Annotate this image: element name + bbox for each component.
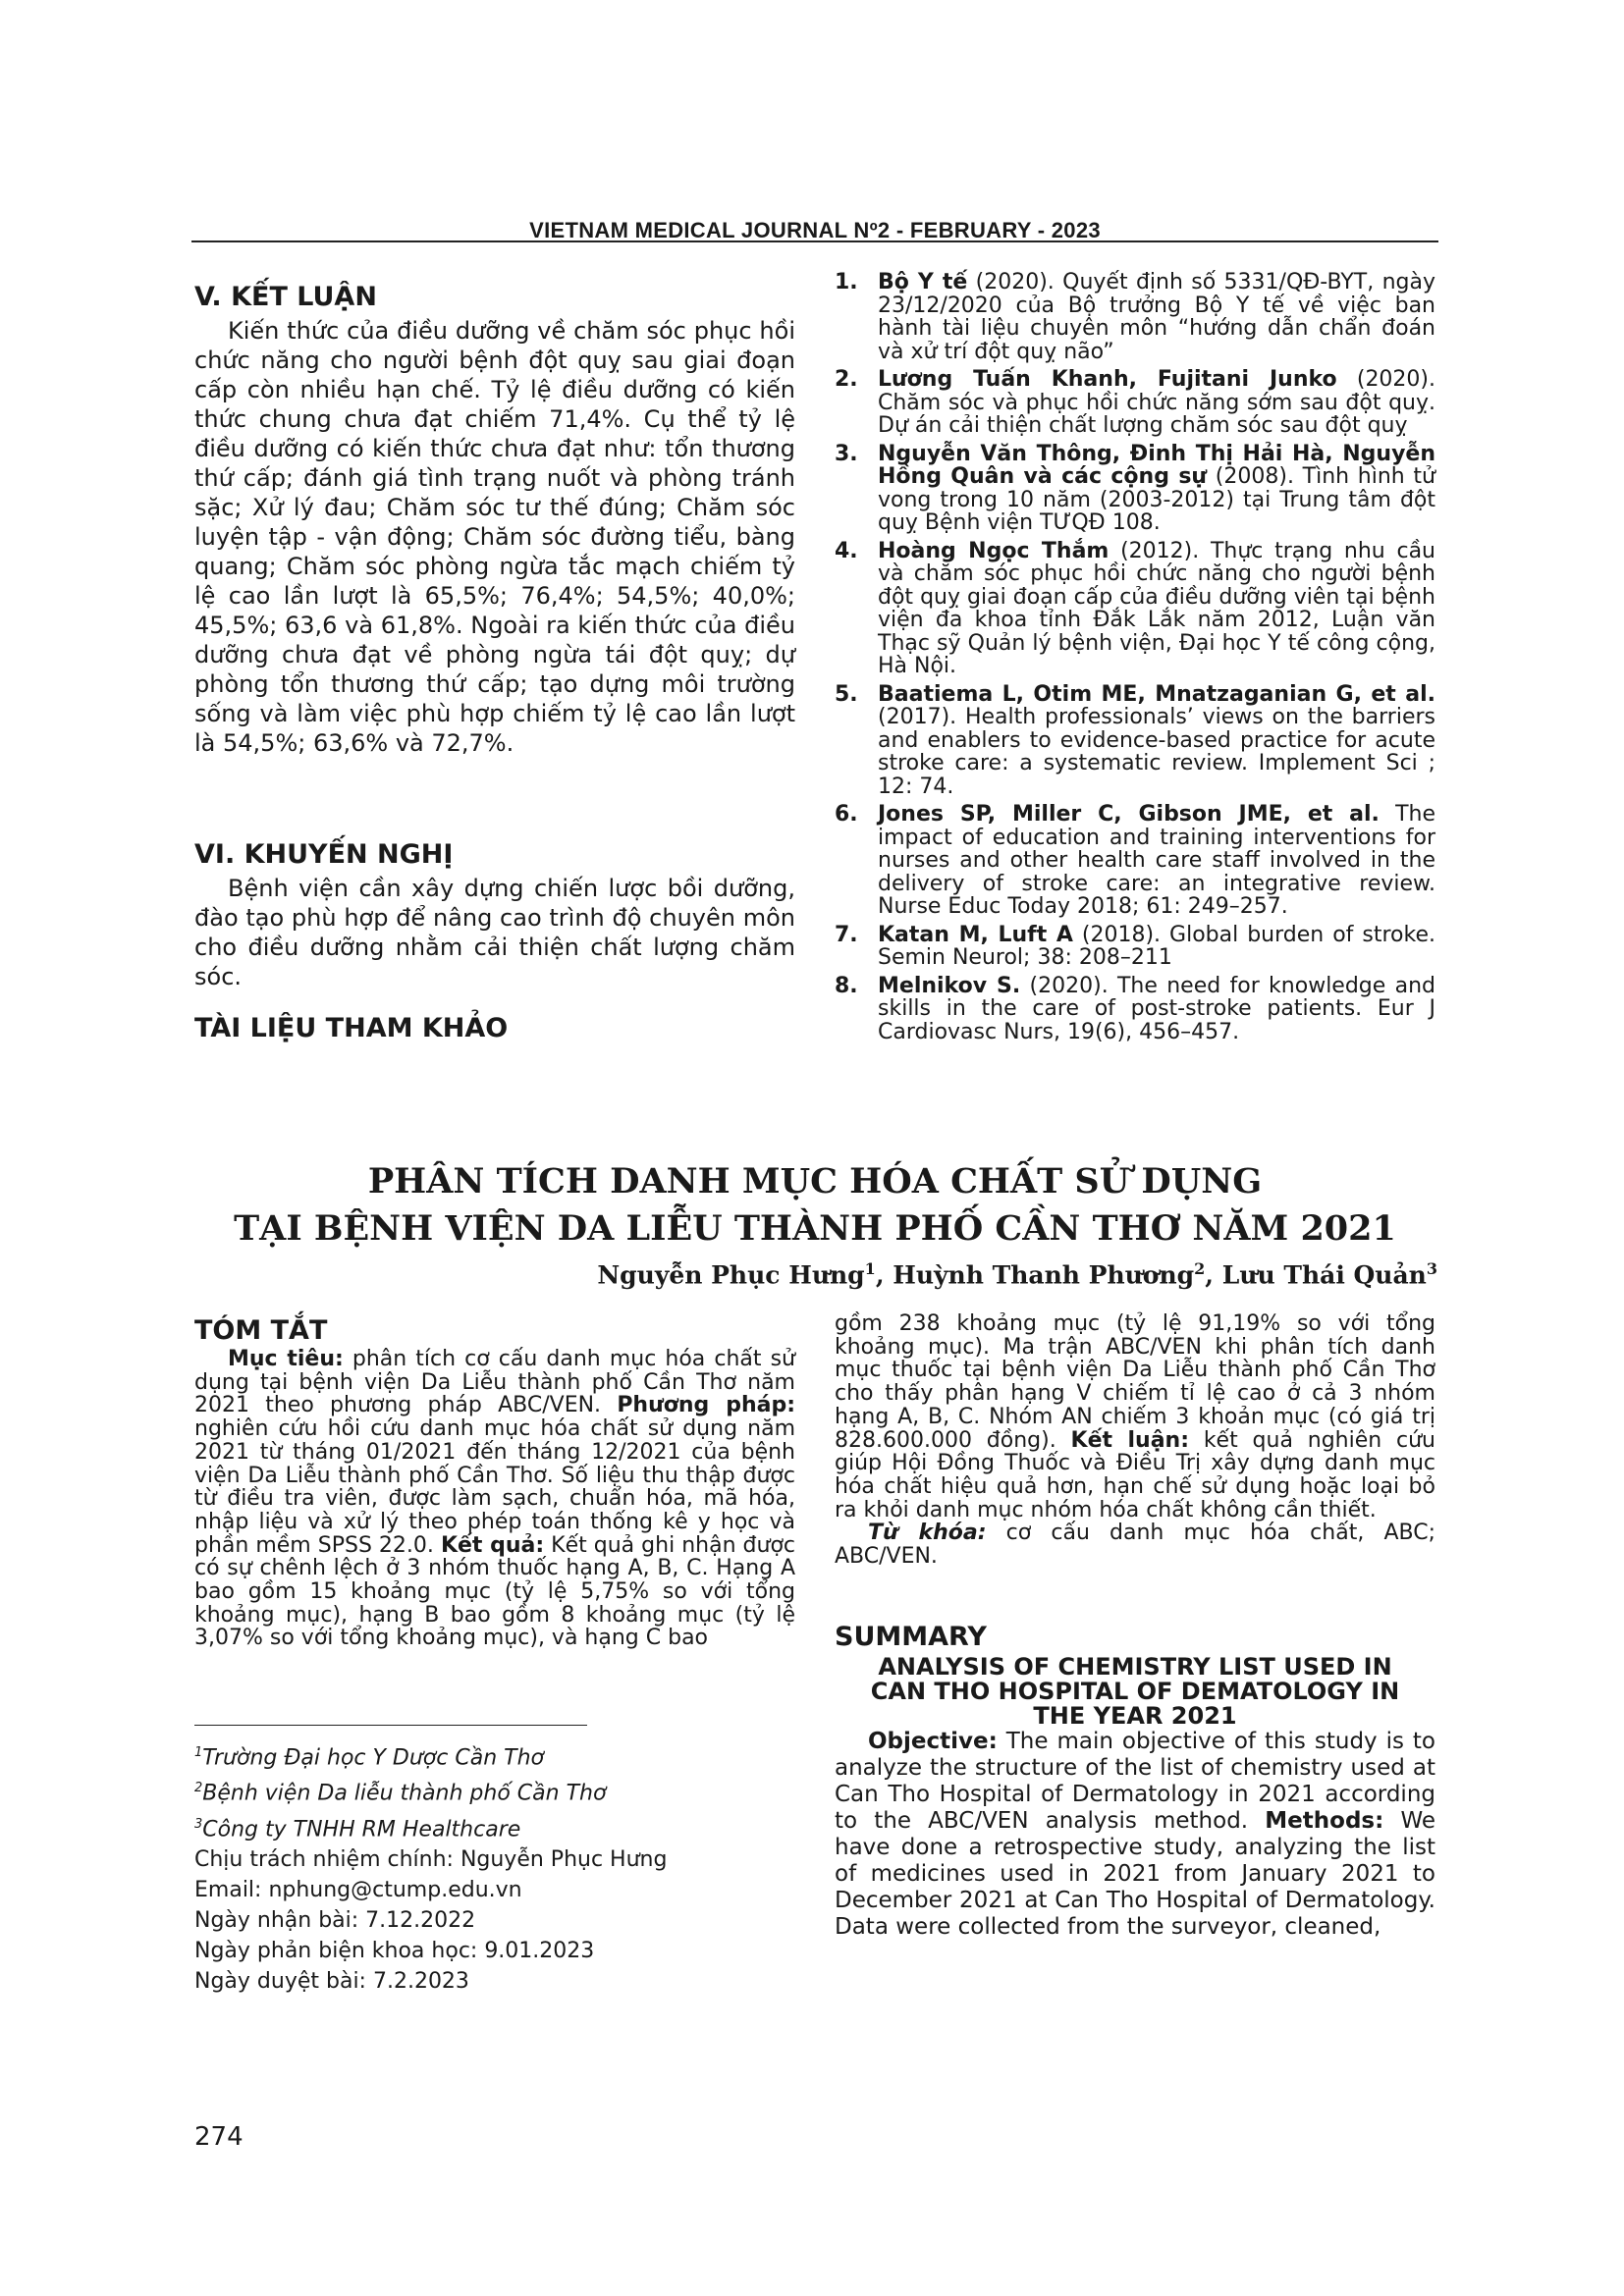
objective-text: phân tích cơ cấu danh mục hóa chất sử dụng tại bệnh viện Da Liễu thành phố Cần Thơ năm 2021 theo phương pháp ABC/VEN. [194,1347,795,1418]
author-name: Huỳnh Thanh Phương [893,1260,1195,1290]
affiliation-3 [194,1809,795,1844]
reference-details: (2020). Chăm sóc và phục hồi chức năng sớm sau đột quỵ. Dự án cải thiện chất lượng chăm sóc sau đột quỵ [878,367,1436,438]
reference-details: (2008). Tình hình tử vong trong 10 năm (2003-2012) tại Trung tâm đột quỵ Bệnh viện TƯQĐ 108. [878,464,1435,535]
abstract-heading: TÓM TẮT [194,1315,328,1346]
article-authors [597,1259,1437,1289]
reference-text [878,924,1435,970]
conclusion-section [194,282,795,758]
reference-number: 1. [835,270,858,294]
reference-number: 5. [835,681,858,707]
reference-details: (2020). Quyết định số 5331/QĐ-BYT, ngày 23/12/2020 của Bộ trưởng Bộ Y tế về việc ban hành tài liệu chuyên môn “hướng dẫn chẩn đoán và xử trí đột quỵ não” [878,270,1435,364]
recommendation-heading: VI. KHUYẾN NGHỊ [194,839,454,870]
reference-item [835,683,1435,799]
summary-text [835,1729,1435,1941]
summary-methods-label: Methods: [1265,1808,1384,1834]
reference-number: 2. [835,367,858,392]
reference-number: 6. [835,802,858,827]
reference-item [835,368,1435,438]
conclusion-heading: V. KẾT LUẬN [194,282,377,312]
summary-heading: SUMMARY [835,1622,987,1652]
reference-number: 4. [835,538,858,563]
summary-title-line-3: THE YEAR 2021 [1033,1702,1237,1730]
affiliation-number: 1 [194,1745,203,1760]
keywords-text: cơ cấu danh mục hóa chất, ABC; ABC/VEN. [835,1521,1435,1570]
reference-number: 7. [835,922,858,947]
reference-text [878,271,1435,363]
footnote-rule [194,1725,587,1726]
abstract-section [194,1315,795,1650]
header-rule [191,240,1438,242]
reference-authors: Katan M, Luft A [878,922,1073,947]
affiliation-number: 2 [194,1781,203,1796]
abstract-text-left [194,1348,795,1650]
summary-section [835,1622,1435,1941]
references-heading: TÀI LIỆU THAM KHẢO [194,1013,509,1043]
received-date: Ngày nhận bài: 7.12.2022 [194,1907,476,1933]
author-separator: , [1205,1260,1222,1290]
article-title [191,1158,1438,1253]
reference-item [835,271,1435,363]
reference-text [878,975,1435,1044]
results-text: Kết quả ghi nhận được có sự chênh lệch ở 3 nhóm thuốc hạng A, B, C. Hạng A bao gồm 15 khoảng mục (tỷ lệ 5,75% so với tổng khoảng mục), hạng B bao gồm 8 khoảng mục (tỷ lệ 3,07% so với tổng khoảng mục), và hạng C bao [194,1532,795,1651]
responsible-author: Chịu trách nhiệm chính: Nguyễn Phục Hưng [194,1846,668,1872]
reference-text [878,540,1435,678]
reference-details: (2012). Thực trạng nhu cầu và chăm sóc phục hồi chức năng cho người bệnh đột quỵ giai đoạn cấp của điều dưỡng viên tại bệnh viện đa khoa tỉnh Đắk Lắk năm 2012, Luận văn Thạc sỹ Quản lý bệnh viện, Đại học Y tế công cộng, Hà Nội. [878,538,1435,678]
page-number: 274 [194,2122,244,2152]
reference-details: The impact of education and training interventions for nurses and other health care staff involved in the delivery of stroke care: an integrative review. Nurse Educ Today 2018; 61: 249–257. [878,802,1435,919]
contact-email: Email: nphung@ctump.edu.vn [194,1877,522,1902]
author-affiliation: 2 [1194,1259,1206,1278]
reference-text [878,443,1435,535]
affiliation-number: 3 [194,1816,203,1832]
reference-item [835,443,1435,535]
author-separator: , [875,1260,893,1290]
keywords-label: Từ khóa: [868,1521,987,1546]
author-affiliation: 1 [864,1259,876,1278]
abstract-text-right [835,1312,1435,1522]
references-list [835,271,1435,1048]
methods-label: Phương pháp: [617,1393,796,1418]
results-text-cont: gồm 238 khoảng mục (tỷ lệ 91,19% so với tổng khoảng mục). Ma trận ABC/VEN khi phân tích danh mục thuốc tại bệnh viện Da Liễu thành phố Cần Thơ cho thấy phân hạng V chiếm tỉ lệ cao ở cả 3 nhóm hạng A, B, C. Nhóm AN chiếm 3 khoản mục (có giá trị 828.600.000 đồng). [835,1311,1435,1453]
article-title-line-1: PHÂN TÍCH DANH MỤC HÓA CHẤT SỬ DỤNG [367,1161,1263,1201]
reference-item [835,924,1435,970]
reference-item [835,975,1435,1044]
affiliation-text: Bệnh viện Da liễu thành phố Cần Thơ [202,1781,607,1806]
review-date: Ngày phản biện khoa học: 9.01.2023 [194,1938,595,1963]
reference-authors: Lương Tuấn Khanh, Fujitani Junko [878,367,1337,392]
references-heading-wrap [194,1013,795,1043]
reference-text [878,803,1435,919]
methods-text: nghiên cứu hồi cứu danh mục hóa chất sử dụng năm 2021 từ tháng 01/2021 đến tháng 12/2021 của bệnh viện Da Liễu thành phố Cần Thơ. Số liệu thu thập được từ điều tra viên, được làm sạch, chuẩn hóa, mã hóa, nhập liệu và xử lý theo phép toán thống kê y học và phần mềm SPSS 22.0. [194,1416,795,1558]
reference-number: 8. [835,973,858,998]
article-title-line-2: TẠI BỆNH VIỆN DA LIỄU THÀNH PHỐ CẦN THƠ NĂM 2021 [234,1208,1396,1249]
summary-objective-label: Objective: [868,1729,998,1754]
reference-authors: Melnikov S. [878,973,1021,998]
reference-authors: Baatiema L, Otim ME, Mnatzaganian G, et al. [878,681,1435,707]
reference-details: (2017). Health professionals’ views on the barriers and enablers to evidence-based practice for acute stroke care: a systematic review. Implement Sci ; 12: 74. [878,705,1435,799]
affiliation-text: Công ty TNHH RM Healthcare [202,1816,521,1842]
summary-methods-text: We have done a retrospective study, analyzing the list of medicines used in 2021 from January 2021 to December 2021 at Can Tho Hospital of Dermatology. Data were collected from the surveyor, cleaned, [835,1808,1435,1940]
conclusion-label: Kết luận: [1070,1427,1189,1453]
summary-title [835,1655,1435,1729]
reference-details: (2020). The need for knowledge and skills in the care of post-stroke patients. Eur J Cardiovasc Nurs, 19(6), 456–457. [878,973,1435,1044]
reference-text [878,368,1435,438]
author-name: Nguyễn Phục Hưng [597,1260,865,1290]
summary-objective-text: The main objective of this study is to analyze the structure of the list of chemistry used at Can Tho Hospital of Dermatology in 2021 according to the ABC/VEN analysis method. [835,1729,1435,1834]
author-affiliation: 3 [1426,1259,1437,1278]
keywords [835,1522,1435,1568]
results-label: Kết quả: [440,1532,545,1558]
footnotes [194,1737,795,1997]
recommendation-text: Bệnh viện cần xây dựng chiến lược bồi dưỡng, đào tạo phù hợp để nâng cao trình độ chuyên môn cho điều dưỡng nhằm cải thiện chất lượng chăm sóc. [194,875,795,990]
affiliation-text: Trường Đại học Y Dược Cần Thơ [202,1745,544,1771]
reference-authors: Nguyễn Văn Thông, Đinh Thị Hải Hà, Nguyễn Hồng Quân và các cộng sự [878,441,1435,489]
conclusion-text: Kiến thức của điều dưỡng về chăm sóc phục hồi chức năng cho người bệnh đột quỵ sau giai đoạn cấp còn nhiều hạn chế. Tỷ lệ điều dưỡng có kiến thức chung chưa đạt chiếm 71,4%. Cụ thể tỷ lệ điều dưỡng có kiến thức chưa đạt như: tổn thương thứ cấp; đánh giá tình trạng nuốt và phòng tránh sặc; Xử lý đau; Chăm sóc tư thế đúng; Chăm sóc luyện tập - vận động; Chăm sóc đường tiểu, bàng quang; Chăm sóc phòng ngừa tắc mạch chiếm tỷ lệ cao lần lượt là 65,5%; 76,4%; 54,5%; 40,0%; 45,5%; 63,6 và 61,8%. Ngoài ra kiến thức của điều dưỡng chưa đạt về phòng ngừa tái đột quỵ; dự phòng tổn thương thứ cấp; tạo dựng môi trường sống và làm việc phù hợp chiếm tỷ lệ cao lần lượt là 54,5%; 63,6% và 72,7%. [194,317,795,757]
abstract-continued [835,1312,1435,1569]
reference-details: (2018). Global burden of stroke. Semin Neurol; 38: 208–211 [878,922,1435,970]
reference-authors: Hoàng Ngọc Thắm [878,538,1110,563]
affiliation-2 [194,1773,795,1808]
objective-label: Mục tiêu: [228,1347,344,1371]
reference-number: 3. [835,441,858,466]
approval-date: Ngày duyệt bài: 7.2.2023 [194,1968,469,1994]
affiliation-1 [194,1737,795,1773]
reference-text [878,683,1435,799]
reference-item [835,540,1435,678]
summary-title-line-1: ANALYSIS OF CHEMISTRY LIST USED IN [878,1653,1392,1681]
reference-authors: Jones SP, Miller C, Gibson JME, et al. [878,802,1380,827]
recommendation-section [194,839,795,991]
author-name: Lưu Thái Quản [1221,1260,1427,1290]
reference-item [835,803,1435,919]
journal-header: VIETNAM MEDICAL JOURNAL Nº2 - FEBRUARY - 2023 [529,218,1101,242]
summary-title-line-2: CAN THO HOSPITAL OF DEMATOLOGY IN [870,1678,1400,1705]
reference-authors: Bộ Y tế [878,270,968,294]
conclusion-text: kết quả nghiên cứu giúp Hội Đồng Thuốc và Điều Trị xây dựng danh mục hóa chất hiệu quả hơn, hạn chế sử dụng hoặc loại bỏ ra khỏi danh mục nhóm hóa chất không cần thiết. [835,1427,1435,1522]
